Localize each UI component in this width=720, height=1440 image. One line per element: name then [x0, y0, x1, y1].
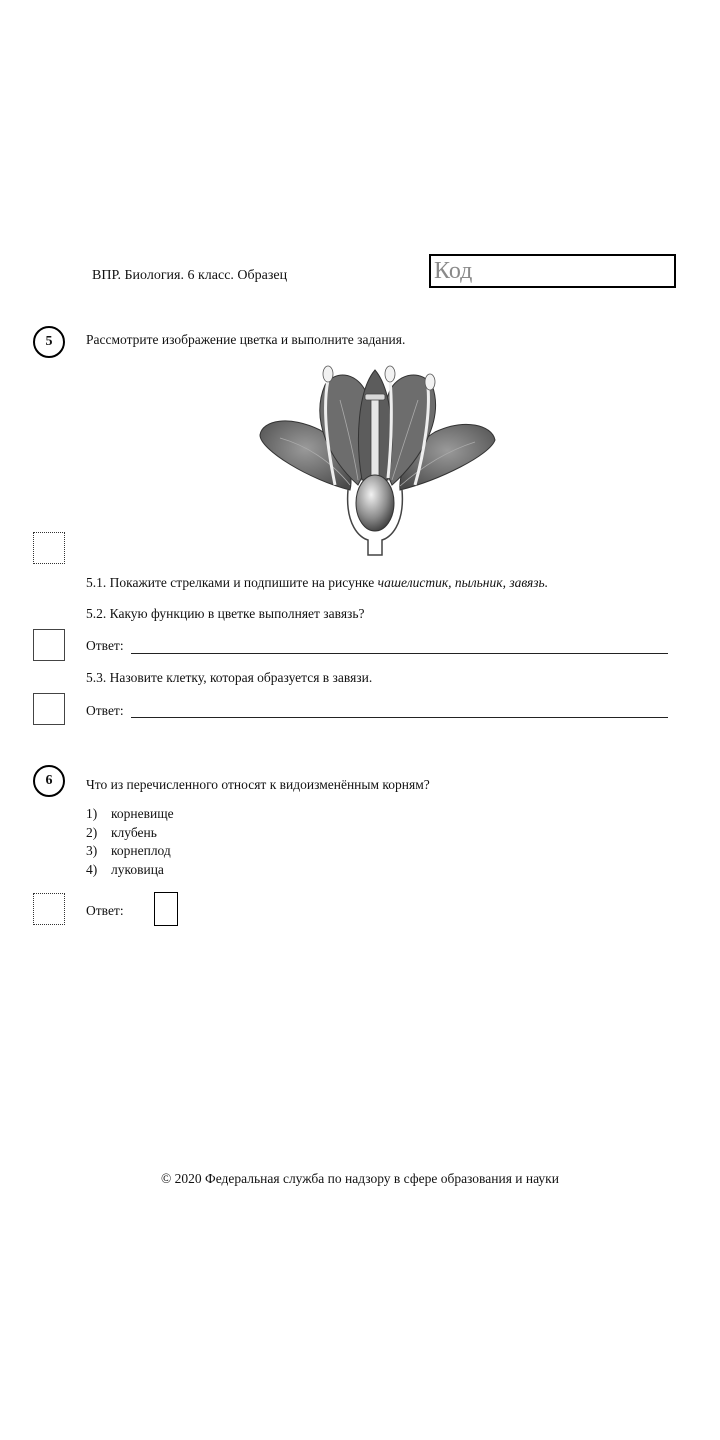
option-1-text: корневище: [111, 806, 174, 821]
option-2: [86, 824, 174, 843]
answer-6-label: Ответ:: [86, 903, 124, 918]
code-label: Код: [434, 258, 473, 284]
score-box-6: [33, 893, 65, 925]
question-5-1-text: 5.1. Покажите стрелками и подпишите на рисунке: [86, 575, 378, 590]
flower-illustration: [250, 360, 500, 565]
task-6-options: [86, 805, 174, 879]
option-4-number: 4): [86, 861, 98, 877]
option-3-text: корнеплод: [111, 843, 171, 858]
answer-5-2-line[interactable]: [131, 653, 668, 654]
option-3: [86, 842, 174, 861]
page-header-title: ВПР. Биология. 6 класс. Образец: [92, 268, 288, 283]
option-2-number: 2): [86, 824, 98, 840]
answer-5-3-line[interactable]: [131, 717, 668, 718]
answer-6-cell[interactable]: [154, 892, 178, 926]
answer-5-3-label: Ответ:: [86, 703, 124, 718]
option-4: [86, 861, 174, 880]
task-6-prompt: Что из перечисленного относят к видоизменённым корням?: [86, 777, 430, 792]
question-5-3: 5.3. Назовите клетку, которая образуется в завязи.: [86, 670, 373, 685]
score-box-5-2: [33, 629, 65, 661]
question-5-2: 5.2. Какую функцию в цветке выполняет завязь?: [86, 606, 365, 621]
option-3-number: 3): [86, 843, 98, 858]
option-4-text: луковица: [111, 861, 164, 877]
option-2-text: клубень: [111, 824, 157, 840]
copyright-footer: © 2020 Федеральная служба по надзору в сфере образования и науки: [161, 1171, 559, 1186]
question-5-1: [86, 575, 548, 591]
score-box-5-3: [33, 693, 65, 725]
task-5-number: 5: [33, 326, 65, 358]
option-1-number: 1): [86, 806, 98, 821]
option-1: [86, 805, 174, 824]
score-box-5-1: [33, 532, 65, 564]
code-field[interactable]: [429, 254, 676, 288]
question-5-1-terms: чашелистик, пыльник, завязь.: [377, 575, 549, 590]
task-5-prompt: Рассмотрите изображение цветка и выполните задания.: [86, 332, 406, 347]
answer-5-2-label: Ответ:: [86, 638, 124, 653]
task-6-number: 6: [33, 765, 65, 797]
